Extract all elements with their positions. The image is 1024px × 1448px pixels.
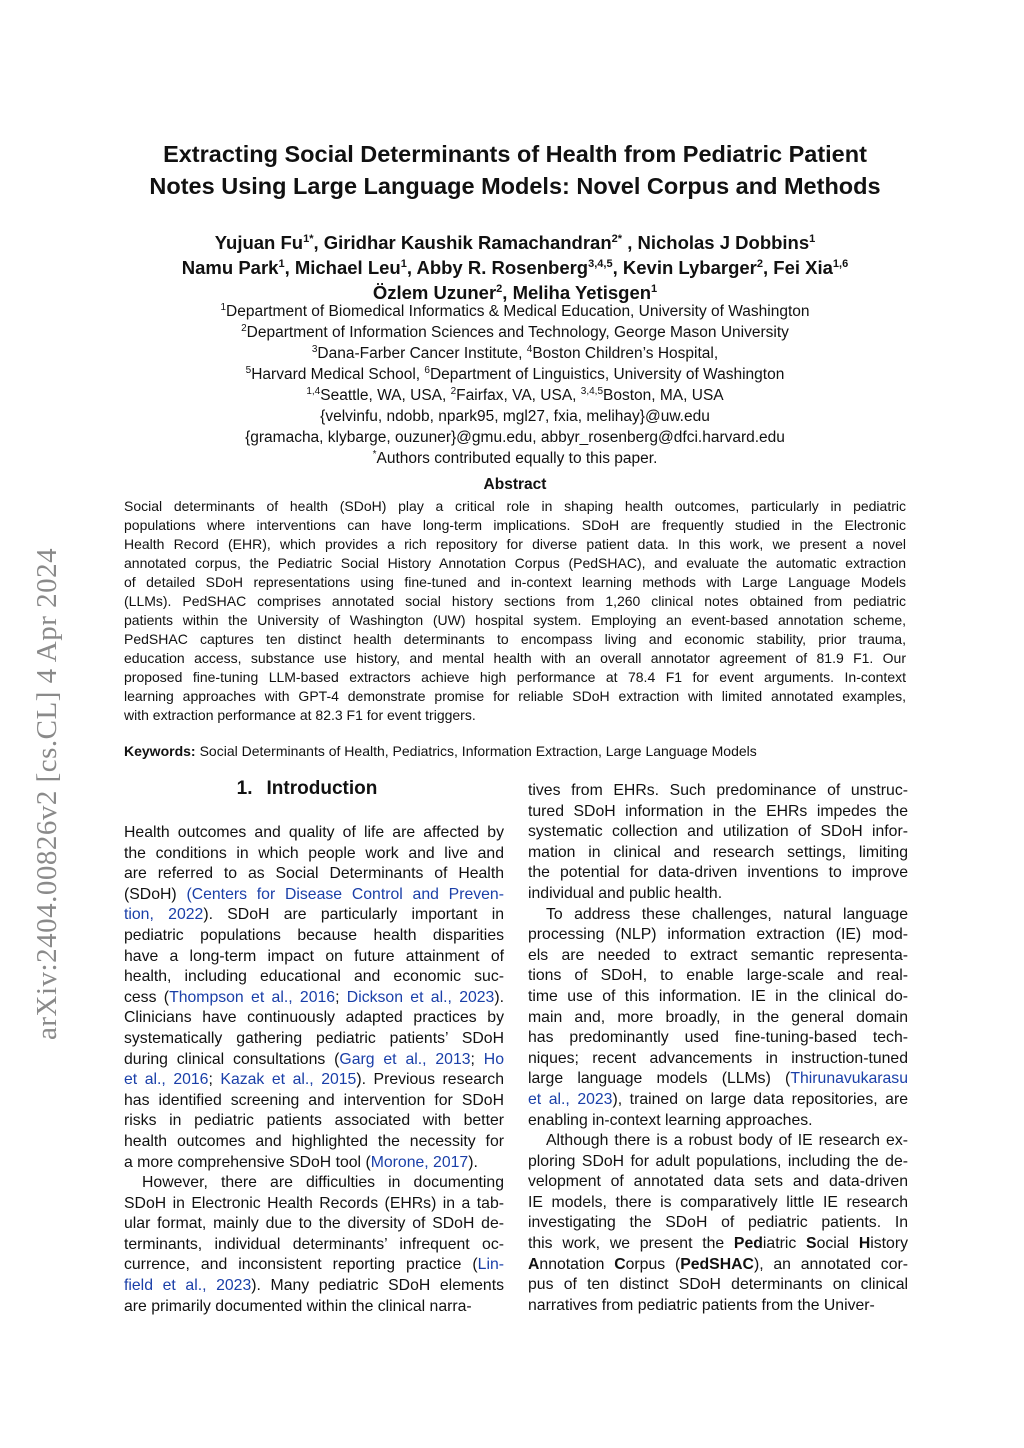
affil-text: Department of Biomedical Informatics & Medical Education, University of Washington (226, 303, 810, 320)
text-line (124, 1173, 504, 1194)
text-segment: velopment of annotated data sets and data-driven (528, 1173, 908, 1191)
text-line (528, 1049, 908, 1070)
author-line: Yujuan $Fu^{1*}$, Giridhar Kaushik Ramachandran$^{2*}$ , Nicholas J Dobbins$^1$ (214, 232, 816, 253)
affiliation-email-line: {gramacha, klybarge, ouzuner}@gmu.edu, abbyr_rosenberg@dfci.harvard.edu (245, 429, 785, 446)
text-segment: ), an annotated cor- (753, 1255, 908, 1273)
text-line (528, 1213, 908, 1234)
abstract-line: education access, substance use history, and mental health with an overall annotator agreement of 81.9 F1. Our (124, 650, 906, 666)
text-line (124, 988, 504, 1009)
author-affil-marker: 1* (303, 233, 314, 245)
text-segment: ). (494, 988, 504, 1006)
text-segment: SDoH in Electronic Health Records (EHRs) in a tab- (124, 1194, 504, 1212)
author-line: Namu Park$^1$, Michael Leu$^1$, Abby R. Rosenberg$^{3,4,5}$, Kevin Lybarger$^2$, Fei Xia$^{1,6}$ (181, 257, 849, 278)
author-list (80, 230, 950, 305)
abstract-line: learning approaches with GPT-4 demonstrate promise for reliable SDoH extraction with limited annotated examples, (124, 688, 906, 704)
citation-link[interactable]: field et al., 2023 (124, 1277, 252, 1295)
affil-marker: 4 (526, 344, 533, 355)
text-segment: health, including educational and economic suc- (124, 968, 504, 986)
text-segment: (SDoH) (124, 885, 187, 903)
text-segment: ploring SDoH for adult populations, including the de- (528, 1152, 908, 1170)
text-line (124, 967, 504, 988)
author-name: Namu Park (181, 257, 279, 278)
citation-link[interactable]: Kazak et al., 2015 (220, 1071, 357, 1089)
abstract-line: (LLMs). PedSHAC comprises annotated social history sections from 1,260 clinical notes obtained from pediatric (124, 593, 906, 609)
text-segment: during clinical consultations ( (124, 1050, 340, 1068)
citation-link[interactable]: (Centers for Disease Control and Preven- (186, 885, 504, 903)
affil-text: Fairfax, VA, USA, (456, 387, 581, 404)
text-line (528, 1131, 908, 1152)
text-segment: ; (208, 1071, 221, 1089)
keywords (124, 743, 757, 759)
author-name: Michael Leu (294, 257, 401, 278)
bold-text: C (614, 1255, 626, 1273)
text-segment: tured SDoH information in the EHRs impedes the (528, 802, 908, 820)
text-line (124, 1070, 504, 1091)
text-segment: IE models, there is comparatively little IE research (528, 1193, 908, 1211)
abstract-line: PedSHAC captures ten distinct health determinants to encompass living and economic stability, prior trauma, (124, 631, 906, 647)
author-name: Özlem Uzuner (372, 282, 497, 303)
text-line (528, 1275, 908, 1296)
affil-marker: 6 (424, 365, 430, 376)
text-segment: narratives from pediatric patients from the Univer- (528, 1296, 875, 1314)
citation-link[interactable]: Thompson et al., 2016 (169, 988, 336, 1006)
author-affil-marker: 2 (496, 283, 503, 295)
text-segment: main and, more broadly, in the general domain (528, 1008, 908, 1026)
text-line (528, 1069, 908, 1090)
affiliation-email-line: {velvinfu, ndobb, npark95, mgl27, fxia, melihay}@uw.edu (320, 408, 710, 425)
author-affil-marker: 1 (400, 258, 407, 270)
text-segment: pediatric populations because health disparities (124, 926, 504, 944)
text-line (528, 1296, 908, 1317)
abstract-body (124, 497, 906, 725)
text-line (528, 781, 908, 802)
text-segment: tives from EHRs. Such predominance of unstruc- (528, 782, 908, 799)
author-affil-marker: 1 (278, 258, 285, 270)
author-name: Nicholas J Dobbins (637, 232, 810, 253)
text-segment: the conditions in which people work and live and (124, 844, 504, 862)
text-segment: orpus ( (625, 1255, 681, 1273)
bold-text: S (806, 1235, 817, 1253)
text-segment: iatric (762, 1235, 807, 1253)
text-segment: systematic collection and utilization of SDoH infor- (528, 823, 908, 841)
text-line (528, 1111, 908, 1132)
author-name: Abby R. Rosenberg (416, 257, 589, 278)
affil-text: Boston, MA, USA (603, 387, 724, 404)
text-segment: ), trained on large data repositories, are (612, 1090, 908, 1108)
abstract-line: proposed fine-tuning LLM-based extractors achieve high performance at 78.4 F1 for event arguments. In-context (124, 669, 906, 685)
text-segment: risks in pediatric patients associated with better (124, 1112, 504, 1130)
citation-link[interactable]: et al., 2023 (528, 1090, 613, 1108)
text-segment: a more comprehensive SDoH tool ( (124, 1153, 371, 1171)
citation-link[interactable]: tion, 2022 (124, 906, 204, 924)
affiliation-line (80, 322, 950, 343)
author-name: Fei Xia (773, 257, 833, 278)
citation-link[interactable]: Garg et al., 2013 (339, 1050, 471, 1068)
text-segment: enabling in-context learning approaches. (528, 1111, 813, 1129)
text-segment: ). (468, 1153, 478, 1171)
author-line: Özlem Uzuner$^2$, Meliha Yetisgen$^1$ (372, 282, 658, 303)
arxiv-identifier-stamp (30, 460, 64, 1040)
text-segment: investigating the SDoH of pediatric patients. In (528, 1214, 908, 1232)
text-segment: have a long-term impact on future attainment of (124, 947, 504, 965)
text-line (528, 802, 908, 823)
text-line (124, 1111, 504, 1132)
abstract-line: populations where interventions can have long-term implications. SDoH are frequently studied in the Electronic (124, 517, 906, 533)
text-line (124, 864, 504, 885)
author-affil-marker: 1 (809, 233, 816, 245)
text-line (124, 1091, 504, 1112)
text-segment: cess ( (124, 988, 170, 1006)
affiliation-line (80, 385, 950, 406)
affil-marker: * (372, 449, 377, 460)
text-line (124, 905, 504, 926)
text-line (528, 925, 908, 946)
affiliation-line (80, 343, 950, 364)
text-line (124, 1050, 504, 1071)
bold-text: Ped (733, 1235, 763, 1253)
bold-text: A (528, 1255, 540, 1273)
text-line (528, 1090, 908, 1111)
text-line (528, 1172, 908, 1193)
author-affil-marker: 2* (611, 233, 623, 245)
text-segment: are primarily documented within the clinical narra- (124, 1297, 472, 1315)
text-segment: processing (NLP) information extraction (IE) mod- (528, 926, 908, 944)
equal-contribution-note (80, 448, 950, 469)
abstract-line: Health Record (EHR), which provides a rich repository for diverse patient data. In this work, we present a novel (124, 536, 906, 552)
author-name: Kevin Lybarger (622, 257, 757, 278)
text-line (124, 844, 504, 865)
citation-link[interactable]: Morone, 2017 (370, 1153, 469, 1171)
text-line (528, 905, 908, 926)
text-segment: istory (870, 1235, 908, 1253)
text-segment: tions of SDoH, to enable large-scale and real- (528, 967, 908, 985)
text-line (528, 863, 908, 884)
text-segment: Clinicians have continuously adapted practices by (124, 1009, 504, 1027)
keywords-text: Social Determinants of Health, Pediatrics, Information Extraction, Large Language Models (199, 743, 757, 759)
author-affil-marker: 3,4,5 (588, 258, 613, 270)
text-segment: individual and public health. (528, 884, 723, 902)
text-line (528, 1152, 908, 1173)
affil-text: Seattle, WA, USA, (320, 387, 451, 404)
abstract-line: patients within the University of Washington (UW) hospital system. Employing an event-based annotation scheme, (124, 612, 906, 628)
text-segment: large language models (LLMs) ( (528, 1070, 791, 1088)
text-segment: has identified screening and intervention for SDoH (124, 1091, 504, 1109)
right-column (528, 781, 908, 1316)
citation-link[interactable]: Thirunavukarasu (790, 1070, 908, 1088)
text-segment: mation in clinical and research settings, limiting (528, 843, 908, 861)
text-segment: pus of ten distinct SDoH determinants on clinical (528, 1276, 908, 1294)
text-segment: has predominantly used fine-tuning-based tech- (528, 1029, 908, 1047)
text-line (528, 1234, 908, 1255)
affil-marker: 2 (241, 323, 247, 334)
author-affil-marker: 1,6 (832, 258, 849, 270)
text-line (528, 822, 908, 843)
text-segment: terminants, individual determinants’ infrequent oc- (124, 1235, 504, 1253)
text-segment: ; (470, 1050, 484, 1068)
text-line (124, 1297, 504, 1318)
text-line (124, 1276, 504, 1297)
affil-marker: 5 (245, 365, 252, 376)
affiliations (80, 301, 950, 469)
text-segment: ). Previous research (356, 1071, 504, 1089)
section-heading (124, 778, 504, 800)
text-segment: health outcomes and highlighted the necessity for (124, 1132, 504, 1150)
section-title: Introduction (266, 778, 378, 799)
text-segment: However, there are difficulties in documenting (142, 1174, 504, 1192)
text-segment: ). Many pediatric SDoH elements (251, 1277, 504, 1295)
affiliation-line (80, 301, 950, 322)
text-line (124, 1153, 504, 1174)
title-line: Extracting Social Determinants of Health from Pediatric Patient (163, 141, 867, 167)
text-segment: ular format, mainly due to the diversity of SDoH de- (124, 1215, 504, 1233)
keywords-label: Keywords: (124, 743, 196, 759)
text-line (124, 1132, 504, 1153)
text-segment: niques; recent advancements in instruction-tuned (528, 1049, 908, 1067)
text-segment: nnotation (539, 1255, 615, 1273)
text-segment: Although there is a robust body of IE research ex- (546, 1132, 908, 1150)
bold-text: PedSHAC (680, 1255, 754, 1273)
text-line (528, 843, 908, 864)
abstract-heading: Abstract (483, 476, 547, 493)
text-line (528, 946, 908, 967)
text-segment: ). SDoH are particularly important in (203, 906, 504, 924)
text-segment: this work, we present the (528, 1235, 734, 1253)
text-line (124, 1008, 504, 1029)
title-line: Notes Using Large Language Models: Novel Corpus and Methods (149, 173, 881, 199)
abstract-line: annotated corpus, the Pediatric Social History Annotation Corpus (PedSHAC), and evaluate the automatic extraction (124, 555, 906, 571)
text-line (124, 1235, 504, 1256)
citation-link[interactable]: Lin- (477, 1256, 504, 1274)
text-segment: time use of this information. IE in the clinical do- (528, 987, 908, 1005)
text-segment: els are needed to extract semantic representa- (528, 946, 908, 964)
left-column (124, 823, 504, 1317)
affil-marker: 1,4 (306, 386, 321, 397)
author-affil-marker: 2 (756, 258, 763, 270)
affil-text: Dana-Farber Cancer Institute, (317, 345, 527, 362)
author-name: Giridhar Kaushik Ramachandran (323, 232, 612, 253)
author-name: Meliha Yetisgen (512, 282, 652, 303)
citation-link[interactable]: Dickson et al., 2023 (346, 988, 495, 1006)
affil-text: Harvard Medical School, (251, 366, 425, 383)
text-line (124, 947, 504, 968)
text-segment: are referred to as Social Determinants of Health (124, 865, 504, 883)
abstract-line: Social determinants of health (SDoH) play a critical role in shaping health outcomes, particularly in pediatric (124, 498, 906, 514)
text-line (528, 987, 908, 1008)
author-name: Yujuan Fu (214, 232, 304, 253)
text-line (124, 1194, 504, 1215)
text-segment: systematically gathering pediatric patients’ SDoH (124, 1029, 504, 1047)
text-line (124, 1029, 504, 1050)
affil-marker: 2 (450, 386, 457, 397)
text-line (124, 885, 504, 906)
affil-marker: 3,4,5 (580, 386, 604, 397)
text-segment: ocial (816, 1235, 859, 1253)
section-number: 1. (236, 778, 253, 799)
text-line (528, 1193, 908, 1214)
bold-text: H (858, 1235, 871, 1253)
paper-title (80, 138, 950, 202)
author-affil-marker: 1 (651, 283, 658, 295)
text-segment: currence, and inconsistent reporting practice ( (124, 1256, 478, 1274)
affil-text: Authors contributed equally to this paper. (376, 450, 658, 467)
text-segment: ; (335, 988, 347, 1006)
affil-text: Department of Information Sciences and Technology, George Mason University (246, 324, 789, 341)
affil-marker: 1 (220, 302, 227, 313)
affiliation-line (80, 364, 950, 385)
text-segment: To address these challenges, natural language (546, 905, 908, 923)
text-line (124, 823, 504, 844)
text-line (528, 1008, 908, 1029)
affil-text: Boston Children’s Hospital, (532, 345, 719, 362)
text-segment: Health outcomes and quality of life are affected by (124, 824, 504, 841)
text-segment: the potential for data-driven inventions to improve (528, 864, 908, 882)
text-line (528, 1028, 908, 1049)
text-line (124, 1255, 504, 1276)
text-line (528, 966, 908, 987)
text-line (124, 926, 504, 947)
text-line (528, 1255, 908, 1276)
abstract-line: with extraction performance at 82.3 F1 for event triggers. (124, 707, 476, 723)
arxiv-identifier-text: arXiv:2404.00826v2 [cs.CL] 4 Apr 2024 (31, 547, 63, 1040)
abstract-line: of detailed SDoH representations using fine-tuned and in-context learning methods with Large Language Models (124, 574, 906, 590)
text-line (124, 1214, 504, 1235)
affil-text: Department of Linguistics, University of Washington (429, 366, 785, 383)
citation-link[interactable]: Ho (483, 1050, 504, 1068)
citation-link[interactable]: et al., 2016 (124, 1071, 209, 1089)
affil-marker: 3 (311, 344, 318, 355)
text-line (528, 884, 908, 905)
